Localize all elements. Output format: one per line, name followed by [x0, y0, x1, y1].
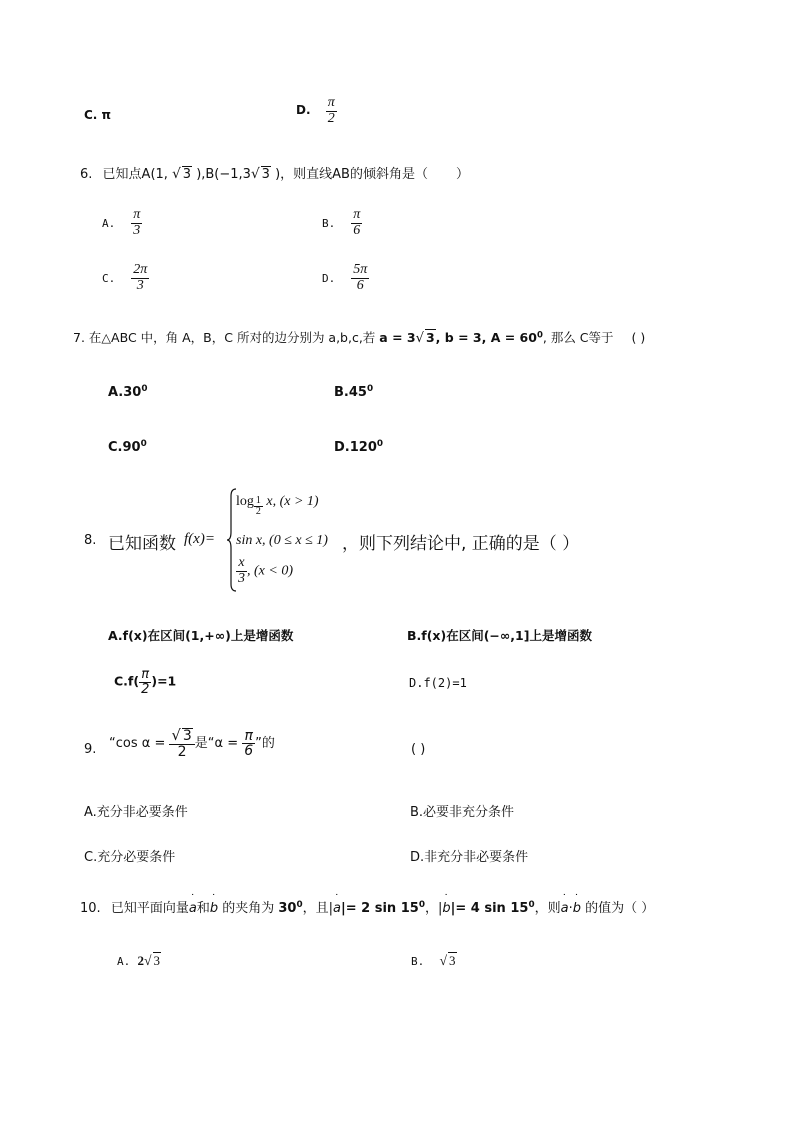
q9-option-b: B.必要非充分条件 [410, 805, 515, 820]
q8-option-b: B.f(x)在区间(−∞,1]上是增函数 [407, 628, 592, 643]
q6-number: 6. [80, 167, 93, 182]
q6-stem: 6. 已知点A(1, √ 3 ),B(−1,3√ 3 )，则直线AB的倾斜角是（ ） [80, 166, 469, 182]
q5-option-d-fraction: $\frac{\pi}{2}$ [327, 95, 335, 126]
q8-case-3: $\frac{x}{3}$ , (x < 0) [238, 555, 293, 586]
q6-option-a: A. $\frac{\pi}{3}$ [102, 207, 141, 238]
q5-option-c: C. π [84, 108, 112, 122]
q8-case-1: log $_{\frac{1}{2}}$ x, (x > 1) [236, 494, 319, 518]
q8-case-2: sin x, (0 ≤ x ≤ 1) [236, 533, 328, 548]
q10-option-a: A. 2√ 3 [117, 953, 160, 968]
q6-option-b: B. $\frac{\pi}{6}$ [322, 207, 361, 238]
q5-option-d [296, 96, 337, 126]
q7-option-d: D.120$^0$ [334, 439, 384, 455]
q9-number: 9. [84, 742, 97, 757]
q10-stem: 10. 已知平面向量˙ a和˙ b 的夹角为 $30^0$，且|˙ a|= 2 $\sin 15^0$，|˙ b|= 4 $\sin 15^0$，则˙ a·˙ b 的值为（ ） [80, 897, 654, 916]
q7-stem: 7. 在△ABC 中，角 A，B，C 所对的边分别为 a,b,c,若 a = 3√ 3, b = 3, $A = 60^0$, 那么 C等于 ( ) [73, 330, 646, 346]
q6-option-d: D. $\frac{5\pi}{6}$ [322, 262, 368, 293]
q9-stem: “cos α = $\frac{√ 3}{2}$ 是“α = $\frac{\pi}{6}$ ”的 [109, 727, 275, 760]
q9-option-d: D.非充分非必要条件 [410, 850, 529, 865]
q9-answer-paren: ( ) [411, 742, 426, 757]
q7-number: 7. [73, 330, 85, 345]
q10-option-b: B. √ 3 [411, 953, 456, 968]
q7-option-a: $A.30^0$ [108, 384, 148, 400]
q7-option-c: $C.90^0$ [108, 439, 147, 455]
q6-option-c: C. $\frac{2\pi}{3}$ [102, 262, 148, 293]
q5-option-d-label: D. [296, 103, 311, 118]
vector-a: ˙ a [189, 901, 197, 916]
q9-option-a: A.充分非必要条件 [84, 805, 188, 820]
q7-option-b: $B.45^0$ [334, 384, 374, 400]
q8-option-c: C.f( $\frac{\pi}{2}$ )=1 [114, 667, 177, 697]
q9-option-c: C.充分必要条件 [84, 850, 176, 865]
vector-b: ˙ b [210, 901, 218, 916]
q8-stem-end: ，则下列结论中, 正确的是（ ） [342, 534, 580, 554]
q8-number: 8. [84, 533, 97, 548]
q8-function-name: f(x)= [184, 531, 215, 547]
q8-stem-start: 已知函数 [108, 534, 176, 554]
q8-option-a: A.f(x)在区间(1,+∞)上是增函数 [108, 628, 294, 643]
q8-option-d: D.f(2)=1 [409, 676, 467, 690]
q10-number: 10. [80, 901, 101, 916]
